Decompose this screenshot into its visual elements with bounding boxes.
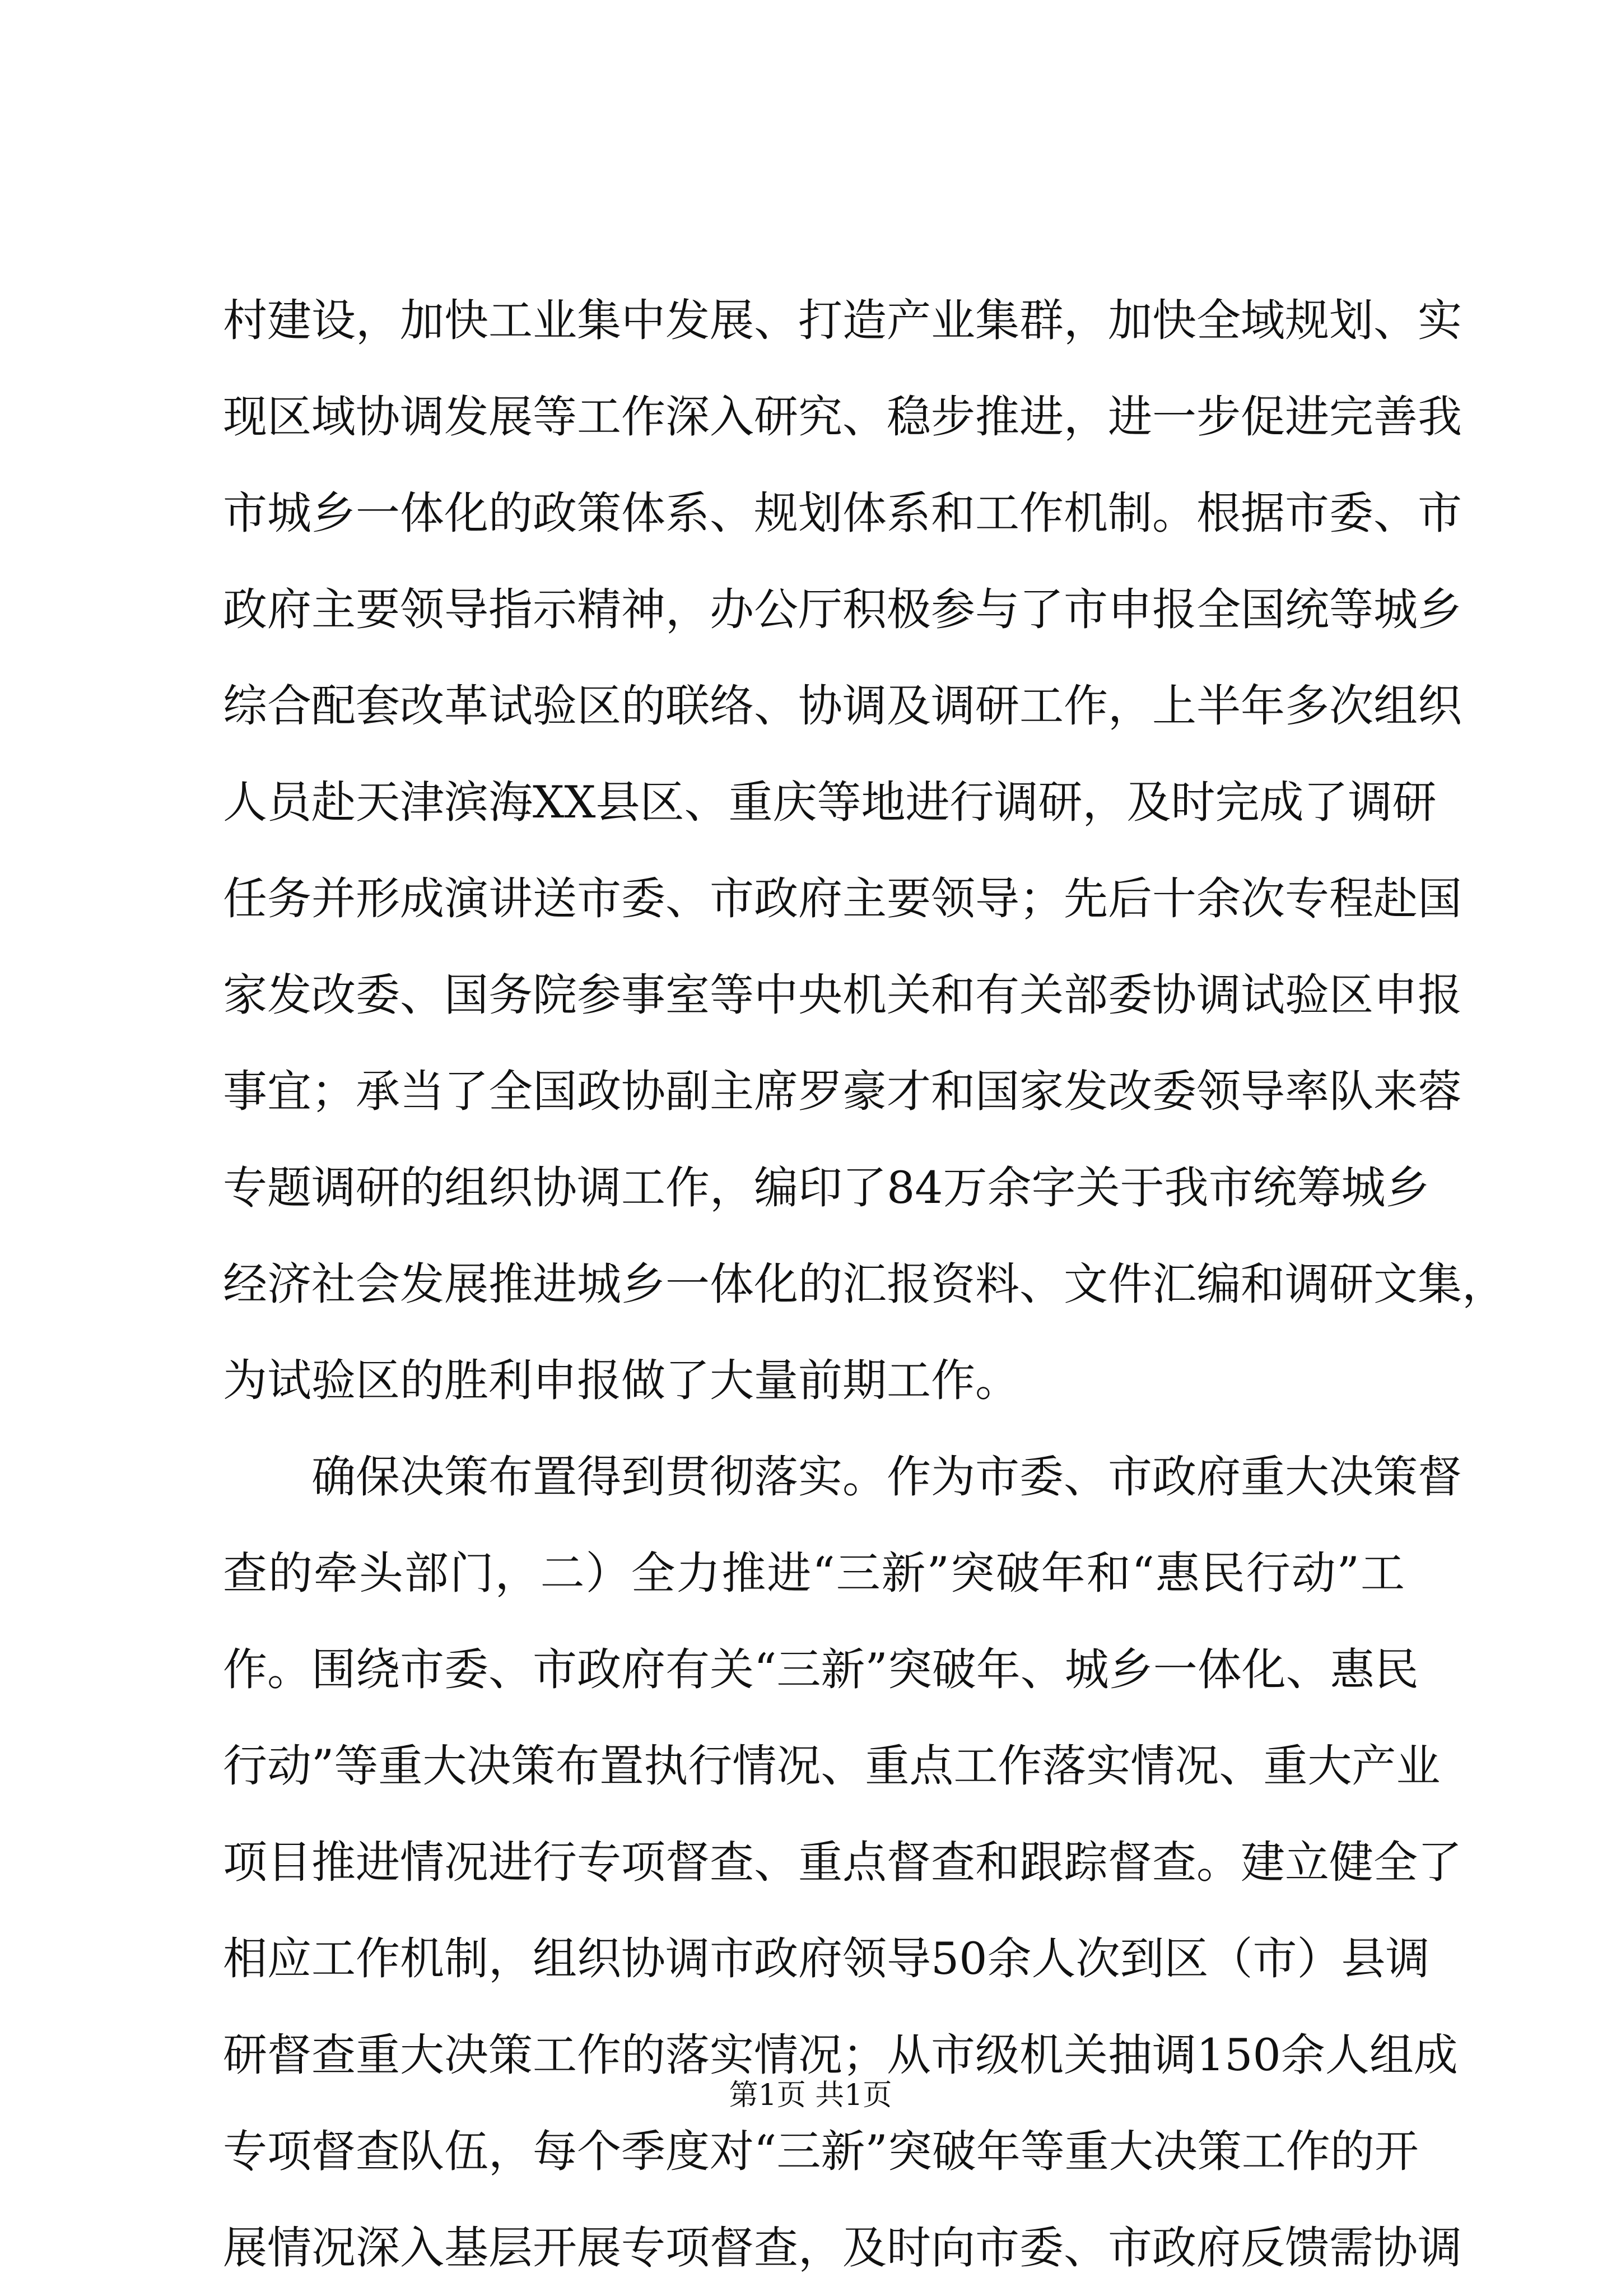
page-footer: 第1页 共1页 (729, 2079, 892, 2112)
document-body (223, 272, 1506, 2296)
text-line: 为试验区的胜利申报做了大量前期工作。 (223, 1355, 1019, 1406)
text-line: 村建设，加快工业集中发展、打造产业集群，加快全域规划、实 (223, 295, 1462, 346)
text-line: 政府主要领导指示精神，办公厅积极参与了市申报全国统等城乡 (223, 584, 1462, 635)
text-line: 作。围绕市委、市政府有关“三新”突破年、城乡一体化、惠民 (223, 1644, 1419, 1695)
text-line: 经济社会发展推进城乡一体化的汇报资料、文件汇编和调研文集， (223, 1258, 1506, 1310)
text-line: 市城乡一体化的政策体系、规划体系和工作机制。根据市委、市 (223, 487, 1462, 539)
text-line: 展情况深入基层开展专项督查，及时向市委、市政府反馈需协调 (223, 2222, 1462, 2274)
text-line: 人员赴天津滨海XX县区、重庆等地进行调研，及时完成了调研 (223, 777, 1437, 828)
text-line: 专项督查队伍，每个季度对“三新”突破年等重大决策工作的开 (223, 2126, 1419, 2177)
text-line: 确保决策布置得到贯彻落实。作为市委、市政府重大决策督 (223, 1451, 1462, 1503)
text-line: 任务并形成演讲送市委、市政府主要领导；先后十余次专程赴国 (223, 873, 1462, 924)
text-line: 项目推进情况进行专项督查、重点督查和跟踪督查。建立健全了 (223, 1837, 1462, 1888)
text-line: 家发改委、国务院参事室等中央机关和有关部委协调试验区申报 (223, 969, 1462, 1021)
text-line: 事宜；承当了全国政协副主席罗豪才和国家发改委领导率队来蓉 (223, 1066, 1462, 1117)
paragraph (223, 272, 1506, 1429)
text-line: 研督查重大决策工作的落实情况；从市级机关抽调150余人组成 (223, 2029, 1458, 2081)
text-line: 专题调研的组织协调工作，编印了84万余字关于我市统筹城乡 (223, 1162, 1430, 1214)
text-line: 现区域协调发展等工作深入研究、稳步推进，进一步促进完善我 (223, 391, 1462, 443)
text-line: 查的牵头部门，二）全力推进“三新”突破年和“惠民行动”工 (223, 1547, 1405, 1599)
paragraph (223, 1429, 1462, 2296)
text-line: 行动”等重大决策布置执行情况、重点工作落实情况、重大产业 (223, 1740, 1441, 1792)
text-line: 相应工作机制，组织协调市政府领导50余人次到区（市）县调 (223, 1933, 1430, 1984)
text-line: 综合配套改革试验区的联络、协调及调研工作，上半年多次组织 (223, 680, 1462, 732)
